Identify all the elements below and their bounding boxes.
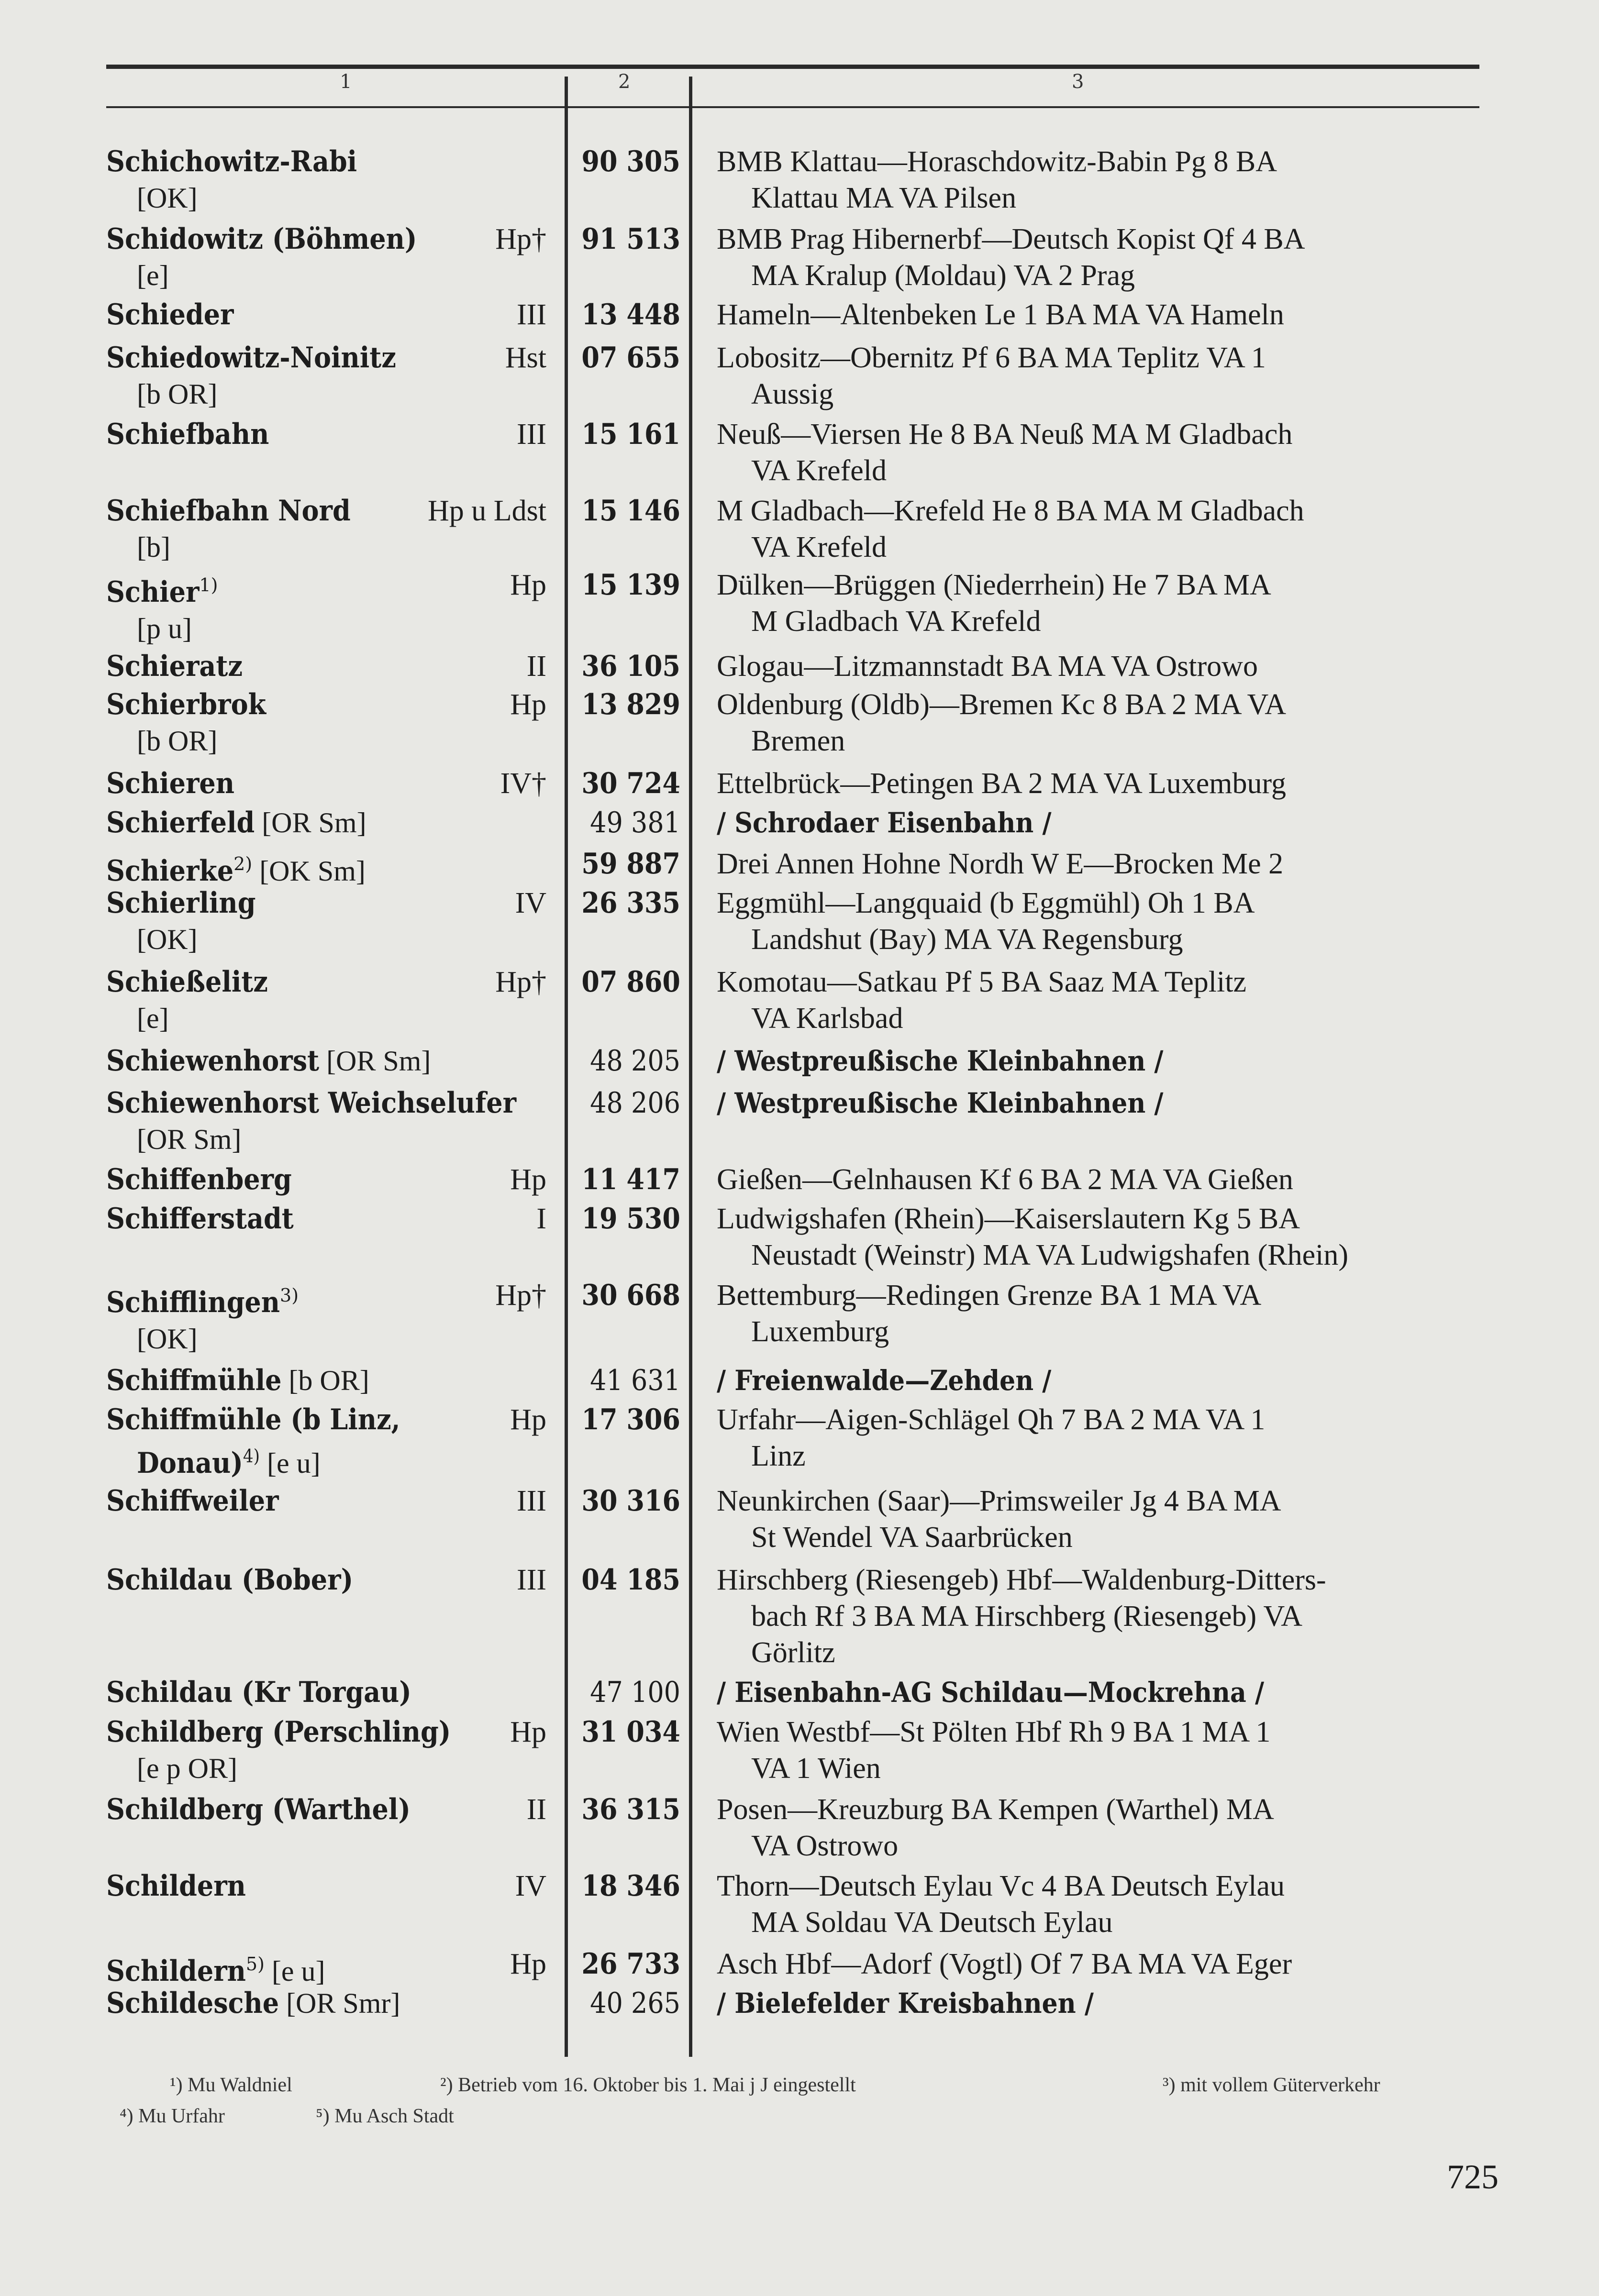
page-number: 725 <box>1447 2158 1499 2196</box>
station-class: III <box>517 1485 546 1517</box>
station-name-text: Schiefbahn Nord <box>106 494 351 528</box>
route-line-1: / Bielefelder Kreisbahnen / <box>717 1987 1094 2020</box>
station-name-text: Schiedowitz-Noinitz <box>106 341 396 375</box>
station-name <box>106 1483 546 1519</box>
station-code-line: [OK] <box>137 924 198 955</box>
route-description <box>717 1085 1492 1121</box>
station-number: 48 205 <box>590 1044 680 1078</box>
route-description <box>717 964 1492 1037</box>
route-line-2: Landshut (Bay) MA VA Regensburg <box>751 923 1183 956</box>
route-description <box>717 1868 1492 1941</box>
station-name-text: Schierling <box>106 886 256 920</box>
station-number: 90 305 <box>581 145 680 178</box>
station-number: 59 887 <box>581 847 680 881</box>
footnote-2: ²) Betrieb vom 16. Oktober bis 1. Mai j J eingestellt <box>440 2074 856 2096</box>
station-class: II <box>526 1793 546 1826</box>
station-number: 17 306 <box>581 1403 680 1436</box>
station-class: Hp† <box>495 966 546 998</box>
station-name-text: Schiffenberg <box>106 1163 292 1196</box>
station-code-line: [OK] <box>137 182 198 214</box>
station-name-text: Schidowitz (Böhmen) <box>106 222 417 256</box>
route-line-1: Neuß—Viersen He 8 BA Neuß MA M Gladbach <box>717 418 1293 451</box>
route-line-1: Komotau—Satkau Pf 5 BA Saaz MA Teplitz <box>717 966 1246 998</box>
station-number: 91 513 <box>581 222 680 256</box>
route-line-2: VA Krefeld <box>751 531 887 563</box>
route-description <box>717 1562 1492 1671</box>
route-description <box>717 297 1492 333</box>
station-name <box>106 1946 546 1989</box>
route-line-1: Ettelbrück—Petingen BA 2 MA VA Luxemburg <box>717 767 1287 800</box>
station-name <box>106 1201 546 1237</box>
route-line-1: / Freienwalde—Zehden / <box>717 1364 1052 1397</box>
station-name-text: Schildesche <box>106 1987 279 2020</box>
route-description <box>717 567 1492 640</box>
station-code: [OR Smr] <box>279 1987 400 2019</box>
station-class: Hp <box>510 1163 546 1196</box>
station-code: [b OR] <box>281 1365 369 1396</box>
station-name-text: Schichowitz-Rabi <box>106 145 357 178</box>
route-description <box>717 416 1492 489</box>
station-code-line: [b OR] <box>137 378 218 410</box>
route-description <box>717 1714 1492 1787</box>
footnote-1: ¹) Mu Waldniel <box>170 2074 292 2096</box>
station-class: Hp <box>510 1716 546 1748</box>
column-header-3: 3 <box>1072 71 1084 93</box>
top-rule <box>106 65 1479 69</box>
station-name <box>106 846 546 889</box>
station-number: 40 265 <box>590 1987 680 2020</box>
route-line-1: / Westpreußische Kleinbahnen / <box>717 1087 1164 1119</box>
station-name-text: Schieder <box>106 298 234 331</box>
route-line-1: Thorn—Deutsch Eylau Vc 4 BA Deutsch Eylau <box>717 1870 1285 1902</box>
station-name-text: Schildern <box>106 1954 246 1988</box>
route-line-2: MA Kralup (Moldau) VA 2 Prag <box>751 259 1135 292</box>
route-line-2: MA Soldau VA Deutsch Eylau <box>751 1906 1113 1939</box>
route-line-1: BMB Prag Hibernerbf—Deutsch Kopist Qf 4 BA <box>717 223 1305 255</box>
station-name-text: Schierfeld <box>106 806 255 839</box>
route-description <box>717 1674 1492 1711</box>
station-name <box>106 416 546 453</box>
footnote-marker: 4) <box>243 1446 260 1467</box>
station-number: 13 448 <box>581 298 680 331</box>
station-name <box>106 686 546 759</box>
station-class: II <box>526 650 546 683</box>
route-description <box>717 1946 1492 1982</box>
station-class: I <box>536 1203 546 1235</box>
route-description <box>717 221 1492 294</box>
route-line-1: Urfahr—Aigen-Schlägel Qh 7 BA 2 MA VA 1 <box>717 1403 1266 1436</box>
station-name-text: Schiffmühle (b Linz, <box>106 1403 400 1436</box>
route-description <box>717 1985 1492 2021</box>
route-description <box>717 1483 1492 1556</box>
route-description <box>717 1201 1492 1273</box>
station-class: Hp† <box>495 223 546 255</box>
route-line-1: Oldenburg (Oldb)—Bremen Kc 8 BA 2 MA VA <box>717 688 1287 721</box>
station-name <box>106 1362 546 1399</box>
route-line-1: Dülken—Brüggen (Niederrhein) He 7 BA MA <box>717 569 1271 601</box>
route-line-2: VA Ostrowo <box>751 1830 899 1862</box>
station-name <box>106 1277 546 1357</box>
station-class: Hp <box>510 688 546 721</box>
station-number: 36 315 <box>581 1793 680 1826</box>
station-name-text: Schildberg (Perschling) <box>106 1715 451 1749</box>
station-class: III <box>517 1564 546 1596</box>
station-class: Hp <box>510 1403 546 1436</box>
route-line-1: BMB Klattau—Horaschdowitz-Babin Pg 8 BA <box>717 145 1277 178</box>
station-code-line: [e p OR] <box>137 1753 237 1784</box>
column-divider-1 <box>565 77 568 2057</box>
route-description <box>717 340 1492 412</box>
footnote-3: ³) mit vollem Güterverkehr <box>1163 2074 1380 2096</box>
route-line-1: Eggmühl—Langquaid (b Eggmühl) Oh 1 BA <box>717 887 1255 919</box>
route-line-1: Wien Westbf—St Pölten Hbf Rh 9 BA 1 MA 1 <box>717 1716 1271 1748</box>
station-name <box>106 765 546 802</box>
route-line-1: Posen—Kreuzburg BA Kempen (Warthel) MA <box>717 1793 1274 1826</box>
route-line-1: Gießen—Gelnhausen Kf 6 BA 2 MA VA Gießen <box>717 1163 1293 1196</box>
station-name-text: Schildberg (Warthel) <box>106 1793 411 1826</box>
station-code-line: [e] <box>137 1003 169 1034</box>
station-name <box>106 1985 546 2021</box>
station-name <box>106 340 546 412</box>
station-class: Hst <box>505 342 546 374</box>
station-code-line: [b OR] <box>137 725 218 757</box>
station-number: 48 206 <box>590 1086 680 1120</box>
column-header-2: 2 <box>618 71 631 93</box>
station-number: 15 161 <box>581 418 680 451</box>
station-number: 41 631 <box>590 1364 680 1397</box>
station-name-text: Schildau (Bober) <box>106 1563 354 1597</box>
station-name <box>106 1714 546 1787</box>
station-name <box>106 221 546 294</box>
station-number: 15 139 <box>581 568 680 602</box>
route-line-1: / Westpreußische Kleinbahnen / <box>717 1045 1164 1077</box>
route-line-1: / Schrodaer Eisenbahn / <box>717 806 1052 839</box>
route-description <box>717 1362 1492 1399</box>
station-code: [OK Sm] <box>252 855 366 887</box>
station-number: 13 829 <box>581 688 680 721</box>
station-number: 07 860 <box>581 965 680 999</box>
route-line-1: Glogau—Litzmannstadt BA MA VA Ostrowo <box>717 650 1258 683</box>
station-name <box>106 1161 546 1198</box>
route-line-2: VA Krefeld <box>751 454 887 487</box>
station-class: IV† <box>500 767 546 800</box>
station-name-text: Schierbrok <box>106 688 266 721</box>
station-name-text: Schierke <box>106 854 234 888</box>
station-class: Hp <box>510 569 546 601</box>
route-line-1: Asch Hbf—Adorf (Vogtl) Of 7 BA MA VA Eger <box>717 1948 1292 1980</box>
station-number: 11 417 <box>581 1163 680 1196</box>
station-name-text: Schier <box>106 575 200 609</box>
route-description <box>717 1791 1492 1864</box>
route-line-2: bach Rf 3 BA MA Hirschberg (Riesengeb) VA <box>751 1600 1303 1633</box>
route-line-1: Ludwigshafen (Rhein)—Kaiserslautern Kg 5 BA <box>717 1203 1300 1235</box>
station-name <box>106 1043 546 1079</box>
station-number: 07 655 <box>581 341 680 375</box>
footnote-marker: 2) <box>233 853 253 874</box>
station-number: 30 724 <box>581 767 680 800</box>
route-description <box>717 765 1492 802</box>
route-line-1: Hirschberg (Riesengeb) Hbf—Waldenburg-Ditters- <box>717 1564 1326 1596</box>
station-code-line: [OR Sm] <box>137 1124 242 1155</box>
station-code-line: [e] <box>137 260 169 291</box>
route-description <box>717 1161 1492 1198</box>
station-code: [e u] <box>264 1955 325 1987</box>
header-rule <box>106 106 1479 108</box>
station-number: 31 034 <box>581 1715 680 1749</box>
station-class: III <box>517 418 546 451</box>
station-number: 30 668 <box>581 1279 680 1312</box>
station-name-text: Schieren <box>106 767 235 800</box>
station-name <box>106 144 546 216</box>
station-code-line: [p u] <box>137 613 192 644</box>
column-header-1: 1 <box>340 71 352 93</box>
station-number: 15 146 <box>581 494 680 528</box>
station-name <box>106 1402 546 1481</box>
station-name-text: Schifferstadt <box>106 1202 294 1236</box>
station-number: 19 530 <box>581 1202 680 1236</box>
station-class: Hp† <box>495 1279 546 1312</box>
route-description <box>717 846 1492 882</box>
station-class: IV <box>515 887 546 919</box>
route-line-2: Aussig <box>751 378 834 410</box>
route-description <box>717 885 1492 958</box>
station-class: III <box>517 298 546 331</box>
station-name-text: Schildau (Kr Torgau) <box>106 1676 411 1709</box>
route-line-1: / Eisenbahn-AG Schildau—Mockrehna / <box>717 1676 1265 1709</box>
station-number: 36 105 <box>581 650 680 683</box>
route-line-2: Linz <box>751 1440 806 1472</box>
route-description <box>717 648 1492 684</box>
route-line-1: Drei Annen Hohne Nordh W E—Brocken Me 2 <box>717 848 1284 880</box>
station-class: IV <box>515 1870 546 1902</box>
station-name <box>106 805 546 841</box>
station-name-text: Schifflingen <box>106 1286 280 1319</box>
station-number: 47 100 <box>590 1676 680 1709</box>
route-line-2: St Wendel VA Saarbrücken <box>751 1521 1073 1554</box>
route-description <box>717 1043 1492 1079</box>
station-number: 18 346 <box>581 1869 680 1903</box>
station-name <box>106 1868 546 1904</box>
footnote-marker: 1) <box>199 574 218 596</box>
station-code: [OR Sm] <box>319 1045 431 1077</box>
station-name-text: Schiffmühle <box>106 1364 282 1397</box>
footnote-4: ⁴) Mu Urfahr <box>120 2105 225 2127</box>
route-line-1: Lobositz—Obernitz Pf 6 BA MA Teplitz VA 1 <box>717 342 1266 374</box>
footnote-marker: 5) <box>245 1954 265 1975</box>
route-description <box>717 1277 1492 1350</box>
station-name <box>106 964 546 1037</box>
station-name-text: Schieratz <box>106 650 243 683</box>
station-code-line: [b] <box>137 531 170 563</box>
station-name <box>106 1791 546 1828</box>
station-class: Hp <box>510 1948 546 1980</box>
station-code: [OR Sm] <box>255 807 366 839</box>
station-name <box>106 885 546 958</box>
route-line-1: Neunkirchen (Saar)—Primsweiler Jg 4 BA MA <box>717 1485 1281 1517</box>
station-name-text: Schiewenhorst <box>106 1044 320 1078</box>
route-line-2: Neustadt (Weinstr) MA VA Ludwigshafen (Rhein) <box>751 1239 1349 1271</box>
station-name <box>106 297 546 333</box>
station-number: 49 381 <box>590 806 680 839</box>
station-name-text: Schildern <box>106 1869 246 1903</box>
station-name <box>106 567 546 647</box>
station-name-text: Schiewenhorst Weichselufer <box>106 1086 517 1120</box>
route-line-1: Hameln—Altenbeken Le 1 BA MA VA Hameln <box>717 298 1284 331</box>
station-code: [e u] <box>259 1447 321 1479</box>
station-name-text: Schießelitz <box>106 965 268 999</box>
route-line-2: Luxemburg <box>751 1315 889 1348</box>
column-divider-2 <box>689 77 692 2057</box>
route-description <box>717 1402 1492 1474</box>
footnote-5: ⁵) Mu Asch Stadt <box>316 2105 454 2127</box>
station-number: 26 335 <box>581 886 680 920</box>
station-code-line: [OK] <box>137 1323 198 1355</box>
station-code-line: Donau)$^{4)}$ [e u] <box>137 1446 321 1480</box>
route-line-1: Bettemburg—Redingen Grenze BA 1 MA VA <box>717 1279 1262 1312</box>
station-class: Hp u Ldst <box>428 495 546 527</box>
route-line-1: M Gladbach—Krefeld He 8 BA MA M Gladbach <box>717 495 1304 527</box>
route-line-2: VA Karlsbad <box>751 1002 903 1035</box>
station-number: 26 733 <box>581 1947 680 1981</box>
route-line-3: Görlitz <box>751 1636 835 1669</box>
station-name <box>106 648 546 684</box>
station-number: 04 185 <box>581 1563 680 1597</box>
route-line-2: VA 1 Wien <box>751 1752 881 1785</box>
route-description <box>717 805 1492 841</box>
route-description <box>717 493 1492 565</box>
station-name-text: Schiefbahn <box>106 418 269 451</box>
route-description <box>717 686 1492 759</box>
station-name <box>106 1562 546 1598</box>
route-line-2: Klattau MA VA Pilsen <box>751 182 1017 214</box>
route-description <box>717 144 1492 216</box>
station-name <box>106 1085 546 1158</box>
station-name-text: Schiffweiler <box>106 1484 279 1518</box>
route-line-2: M Gladbach VA Krefeld <box>751 605 1041 638</box>
station-number: 30 316 <box>581 1484 680 1518</box>
footnote-marker: 3) <box>280 1285 299 1306</box>
station-name <box>106 1674 546 1711</box>
route-line-2: Bremen <box>751 725 845 757</box>
